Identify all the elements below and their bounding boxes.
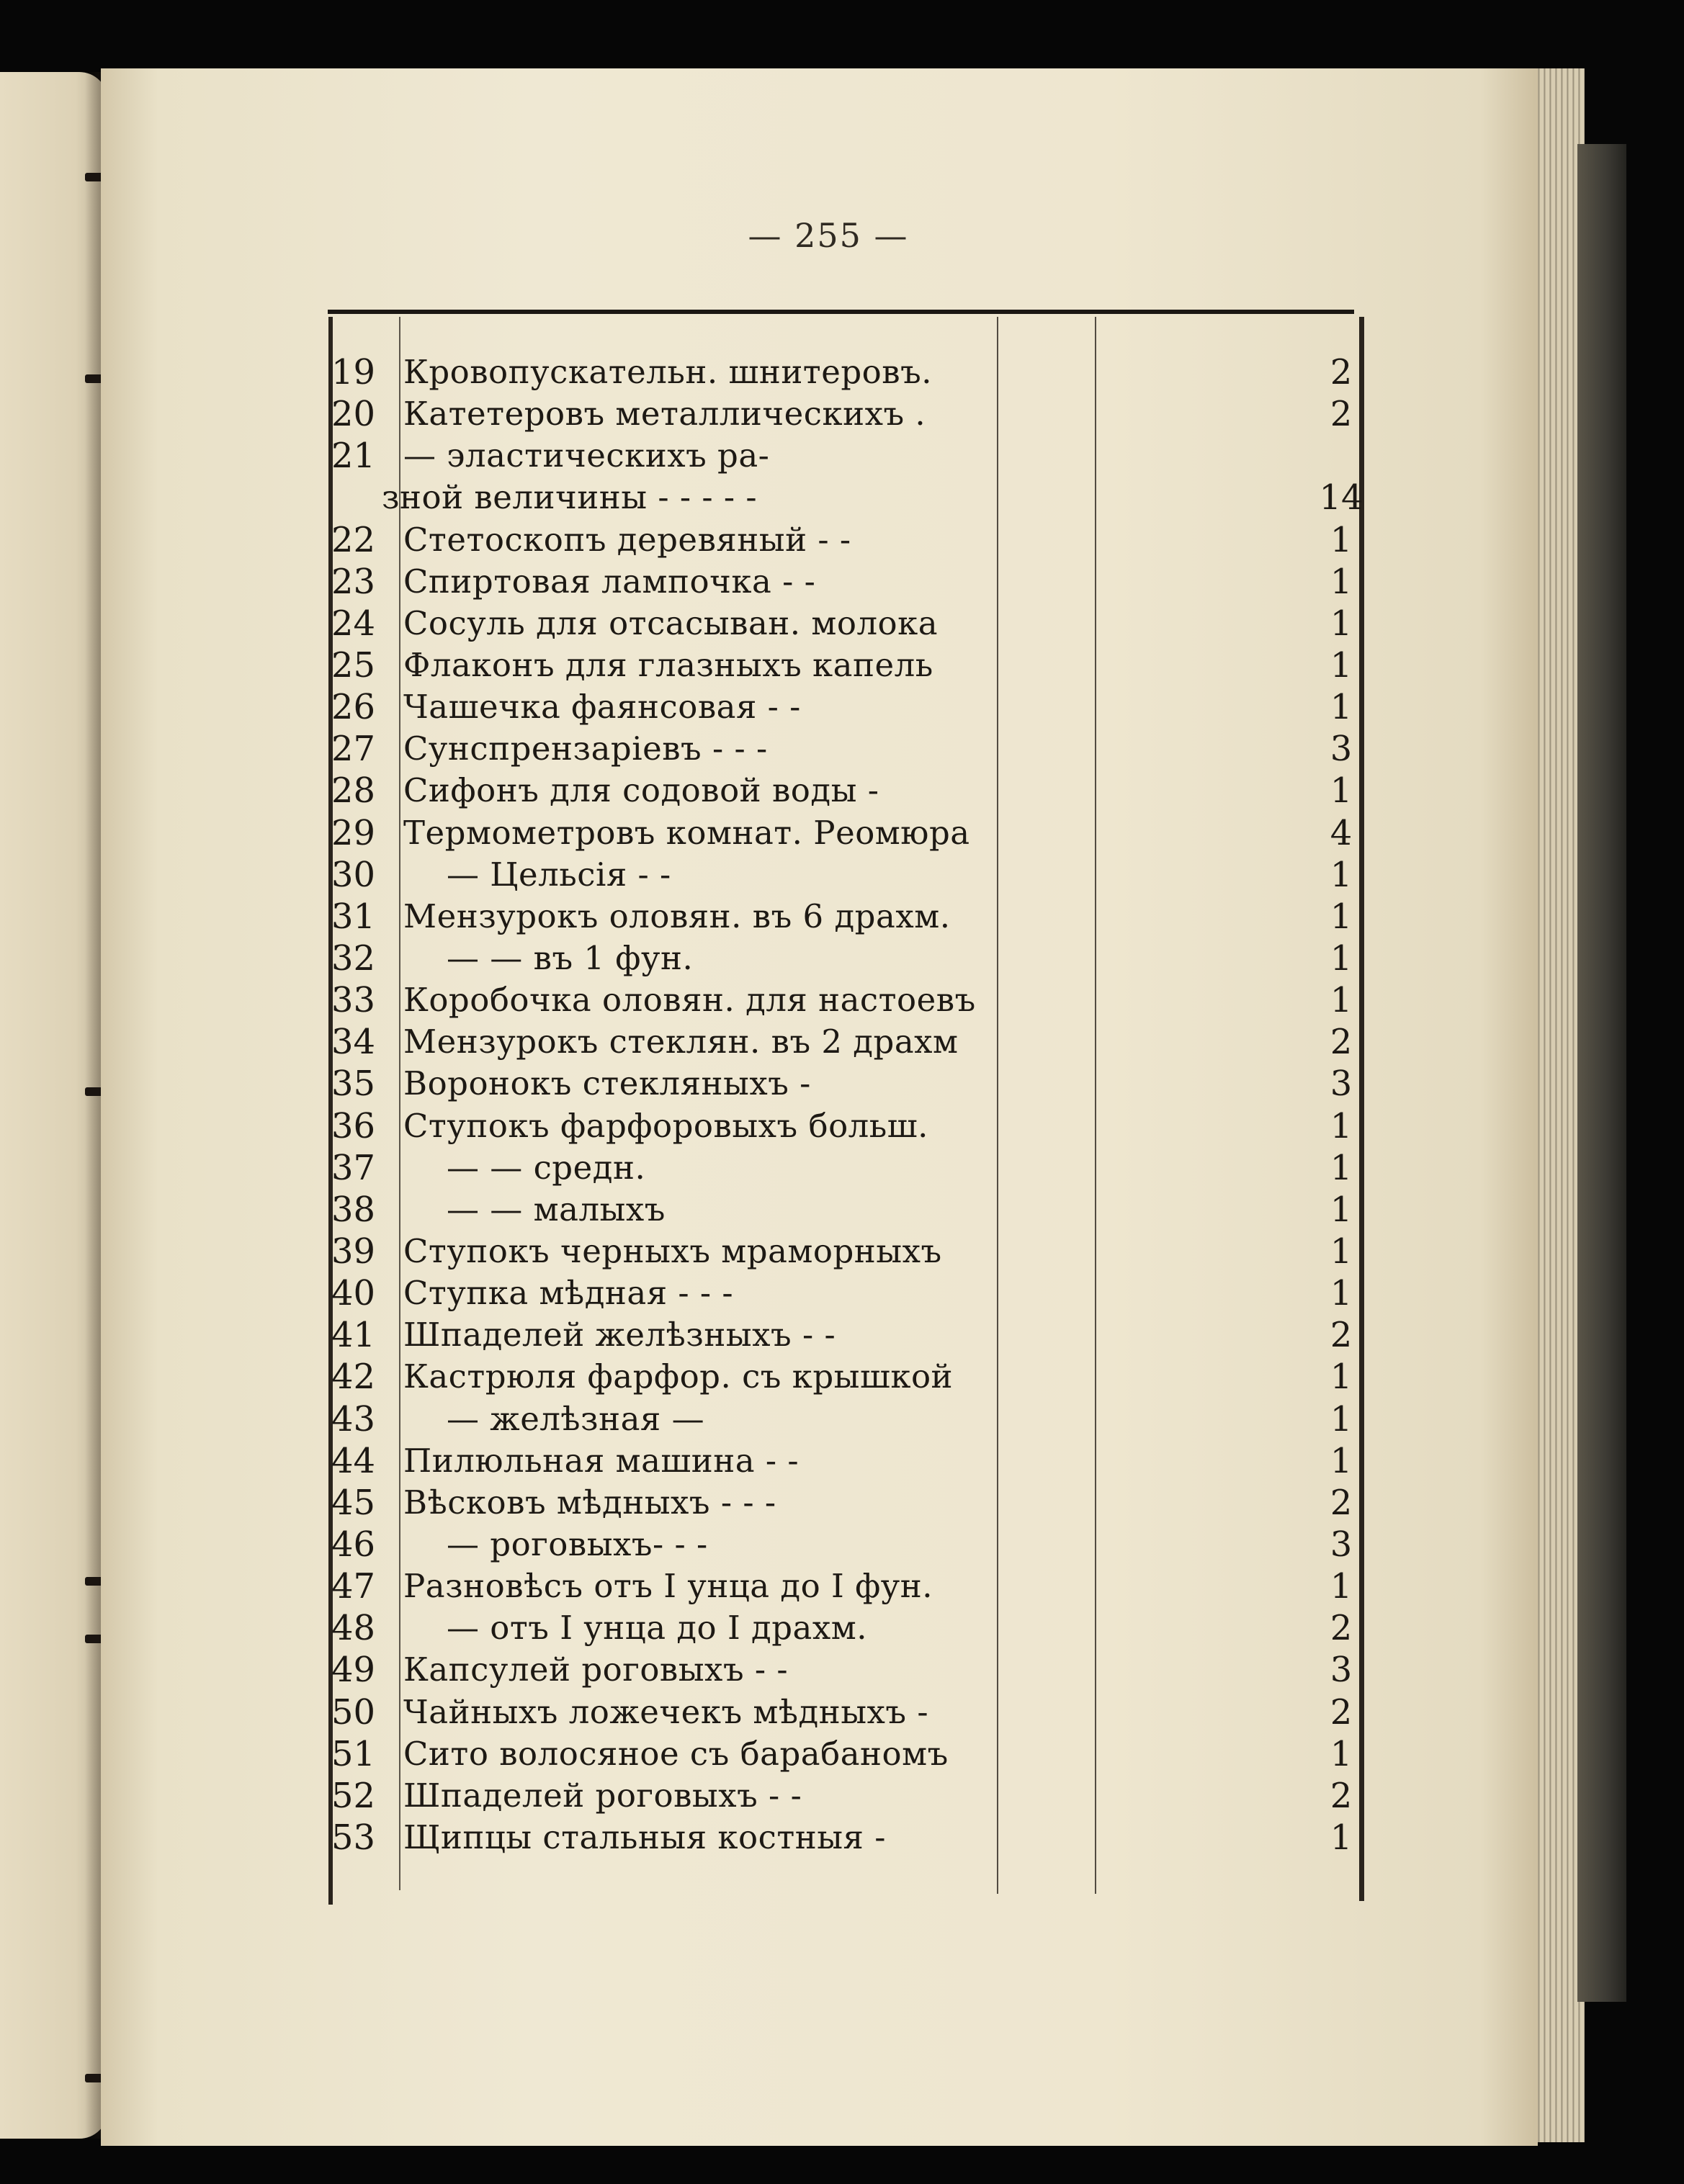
table-row [331,1691,1369,1733]
table-row [331,1398,1369,1440]
item-quantity: 1 [1330,896,1353,937]
row-number: 22 [331,519,376,560]
row-number: 38 [331,1189,376,1230]
row-number: 49 [331,1650,376,1691]
item-quantity: 1 [1330,1189,1353,1230]
table-row [331,644,1369,686]
item-quantity: 1 [1330,980,1353,1021]
item-name: — желѣзная — [447,1399,705,1438]
item-name: Капсулей роговыхъ - - [403,1650,789,1689]
item-quantity: 2 [1330,394,1353,435]
item-name: Чайныхъ ложечекъ мѣдныхъ - [403,1692,929,1731]
item-name: Кровопускательн. шнитеровъ. [403,353,933,391]
item-name: — роговыхъ- - - [447,1524,708,1563]
row-number: 41 [331,1315,376,1356]
item-name: Стетоскопъ деревяный - - [403,520,851,559]
row-number: 32 [331,938,376,979]
item-quantity: 1 [1330,561,1353,602]
item-quantity: 1 [1330,1147,1353,1188]
table-row [331,1733,1369,1775]
table-row [331,1147,1369,1189]
table-row [331,938,1369,979]
item-name: — — въ 1 фун. [447,938,694,977]
item-name: Ступокъ фарфоровыхъ больш. [403,1106,928,1145]
item-name: Мензурокъ стеклян. въ 2 драхм [403,1023,959,1061]
item-quantity: 1 [1330,603,1353,644]
item-name: — эластическихъ ра- [403,436,770,475]
table-row [331,1524,1369,1565]
item-quantity: 3 [1330,1524,1353,1565]
table-row [331,854,1369,896]
item-name: Флаконъ для глазныхъ капель [403,645,933,684]
item-quantity: 1 [1330,1231,1353,1272]
row-number: 35 [331,1064,376,1105]
item-name: Сосуль для отсасыван. молока [403,603,939,642]
table-row [331,1272,1369,1314]
item-quantity: 1 [1330,770,1353,812]
item-name: Вѣсковъ мѣдныхъ - - - [403,1483,776,1522]
table-row [331,393,1369,435]
table-row [331,519,1369,561]
table-row [331,1565,1369,1607]
item-quantity: 3 [1330,1064,1353,1105]
row-number: 47 [331,1566,376,1607]
row-number: 33 [331,980,376,1021]
item-name: Термометровъ комнат. Реомюра [403,813,970,852]
table-row [331,686,1369,728]
item-quantity: 1 [1330,1105,1353,1146]
item-quantity: 2 [1330,352,1353,392]
row-number: 28 [331,770,376,812]
row-number: 50 [331,1691,376,1733]
item-name: Катетеровъ металлическихъ . [403,395,926,433]
table-row [331,812,1369,854]
item-quantity: 3 [1330,1650,1353,1691]
item-quantity: 1 [1330,687,1353,728]
item-name: Разновѣсъ отъ I унца до I фун. [403,1567,933,1606]
row-number: 31 [331,896,376,937]
row-number: 23 [331,561,376,602]
row-number: 45 [331,1482,376,1523]
item-quantity: 1 [1330,854,1353,895]
row-number: 27 [331,729,376,770]
item-name: Шпаделей роговыхъ - - [403,1776,802,1815]
item-quantity: 2 [1330,1608,1353,1649]
item-name: Мензурокъ оловян. въ 6 драхм. [403,896,951,935]
item-quantity: 3 [1330,729,1353,770]
item-quantity: 1 [1330,1440,1353,1481]
item-name: Сунспрензаріевъ - - - [403,729,768,768]
item-quantity: 2 [1330,1691,1353,1733]
row-number: 39 [331,1231,376,1272]
item-name: Воронокъ стекляныхъ - [403,1064,811,1103]
item-name: — отъ I унца до I драхм. [447,1609,868,1648]
item-quantity: 4 [1330,812,1353,853]
row-number: 25 [331,644,376,686]
item-name: Сито волосяное съ барабаномъ [403,1734,949,1773]
row-number: 24 [331,603,376,644]
item-quantity: 1 [1330,1398,1353,1439]
item-quantity: 1 [1330,1566,1353,1607]
item-quantity: 2 [1330,1022,1353,1063]
row-number: 44 [331,1440,376,1481]
item-name: Ступка мѣдная - - - [403,1274,734,1313]
row-number: 43 [331,1398,376,1439]
table-row [331,1356,1369,1398]
table-row [331,1021,1369,1063]
table-row [331,1482,1369,1524]
row-number: 29 [331,812,376,853]
item-name: Спиртовая лампочка - - [403,562,816,601]
row-number: 20 [331,394,376,435]
row-number: 46 [331,1524,376,1565]
item-quantity: 1 [1330,938,1353,979]
item-name: Пилюльная машина - - [403,1441,800,1480]
book-cover-edge [1577,144,1626,2002]
row-number: 34 [331,1022,376,1063]
item-quantity: 1 [1330,1357,1353,1398]
item-name: Шпаделей желѣзныхъ - - [403,1316,836,1354]
row-number: 40 [331,1273,376,1314]
item-quantity: 1 [1330,644,1353,686]
table-row [331,351,1369,393]
item-name: зной величины - - - - - [382,478,758,517]
row-number: 48 [331,1608,376,1649]
item-name: Коробочка оловян. для настоевъ [403,981,976,1020]
item-name: — — средн. [447,1148,646,1187]
item-quantity: 1 [1330,1817,1353,1858]
item-quantity: 1 [1330,1733,1353,1774]
table-row [331,1775,1369,1817]
row-number: 52 [331,1775,376,1816]
item-name: Ступокъ черныхъ мраморныхъ [403,1231,942,1270]
table-row [331,1063,1369,1105]
table-row [331,1231,1369,1272]
table-row [331,1817,1369,1859]
table-row [331,979,1369,1021]
item-name: Чашечка фаянсовая - - [403,688,801,727]
item-name: Щипцы стальныя костныя - [403,1817,886,1856]
item-quantity: 1 [1330,1273,1353,1314]
row-number: 51 [331,1733,376,1774]
table-row [331,1314,1369,1356]
inventory-table [331,351,1369,1859]
table-row [331,561,1369,603]
row-number: 37 [331,1147,376,1188]
item-quantity: 2 [1330,1315,1353,1356]
table-row [331,728,1369,770]
item-quantity: 1 [1330,519,1353,560]
table-row [331,1440,1369,1482]
table-top-rule [328,310,1354,314]
table-row [331,1105,1369,1147]
item-name: Сифонъ для содовой воды - [403,771,879,810]
item-name: — Цельсія - - [447,855,671,894]
item-name: — — малыхъ [447,1190,666,1228]
row-number: 30 [331,854,376,895]
item-name: Кастрюля фарфор. съ крышкой [403,1357,954,1396]
row-number: 21 [331,436,376,477]
row-number: 26 [331,687,376,728]
table-row [331,1189,1369,1231]
row-number: 19 [331,352,376,392]
item-quantity: 2 [1330,1775,1353,1816]
row-number: 36 [331,1105,376,1146]
item-quantity: 2 [1330,1482,1353,1523]
table-row [331,603,1369,644]
page-number: — 255 — [748,216,909,255]
table-row [331,1649,1369,1691]
row-number: 53 [331,1817,376,1858]
row-number: 42 [331,1357,376,1398]
table-row [331,896,1369,938]
item-quantity: 14 [1319,477,1363,518]
table-row [331,770,1369,812]
table-row [331,1607,1369,1649]
table-row [331,435,1369,477]
table-row [331,477,1369,518]
